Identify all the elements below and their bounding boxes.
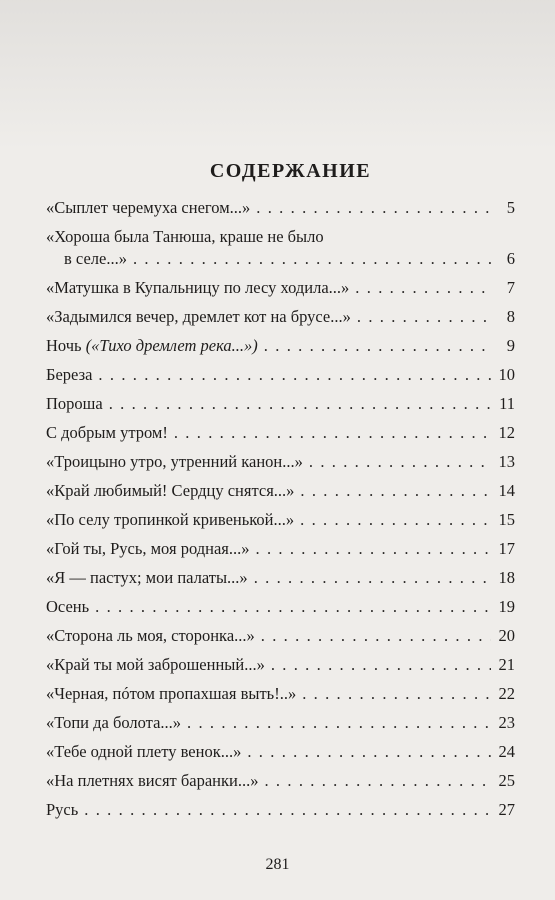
toc-entry[interactable] [46, 277, 515, 299]
toc-entry[interactable] [46, 741, 515, 763]
entry-title: Осень [46, 597, 90, 616]
contents-page [46, 160, 515, 828]
entry-title: «Задымился вечер, дремлет кот на брусе...» [46, 307, 351, 326]
toc-entry[interactable] [46, 451, 515, 473]
leader-dots [309, 451, 491, 473]
leader-dots [84, 799, 491, 821]
toc-entry[interactable] [46, 596, 515, 618]
entry-title: «Троицыно утро, утренний канон...» [46, 452, 303, 471]
entry-title: «Матушка в Купальницу по лесу ходила...» [46, 278, 350, 297]
entry-page-number: 6 [506, 249, 515, 268]
leader-dots [300, 480, 491, 502]
entry-page-number: 14 [498, 481, 515, 500]
table-of-contents [46, 197, 515, 821]
entry-title: «Сыплет черемуха снегом...» [46, 198, 251, 217]
entry-title: «Край ты мой заброшенный...» [46, 655, 265, 674]
entry-title-line-2: в селе...» [64, 249, 127, 268]
entry-page-number: 11 [499, 394, 515, 413]
entry-title: «Сторона ль моя, сторонка...» [46, 626, 255, 645]
leader-dots [261, 625, 491, 647]
entry-title: Ночь [46, 336, 82, 355]
leader-dots [174, 422, 491, 444]
leader-dots [264, 770, 491, 792]
entry-page-number: 20 [498, 626, 515, 645]
leader-dots [302, 683, 491, 705]
toc-entry[interactable] [46, 197, 515, 219]
toc-entry[interactable] [46, 538, 515, 560]
entry-title: «На плетнях висят баранки...» [46, 771, 259, 790]
toc-entry[interactable] [46, 422, 515, 444]
toc-entry[interactable] [46, 393, 515, 415]
entry-subtitle: («Тихо дремлет река...») [85, 336, 258, 355]
entry-title: «Гой ты, Русь, моя родная...» [46, 539, 250, 558]
leader-dots [357, 306, 491, 328]
leader-dots [133, 248, 491, 270]
entry-page-number: 24 [498, 742, 515, 761]
entry-page-number: 17 [498, 539, 515, 558]
entry-title: Русь [46, 800, 79, 819]
toc-entry[interactable] [46, 335, 515, 357]
leader-dots [256, 197, 491, 219]
leader-dots [271, 654, 491, 676]
entry-page-number: 18 [498, 568, 515, 587]
entry-page-number: 9 [506, 336, 515, 355]
entry-title: «Я — пастух; мои палаты...» [46, 568, 248, 587]
entry-page-number: 13 [498, 452, 515, 471]
entry-page-number: 7 [506, 278, 515, 297]
toc-entry[interactable] [46, 770, 515, 792]
entry-title: «Топи да болота...» [46, 713, 182, 732]
leader-dots [187, 712, 491, 734]
entry-title: Пороша [46, 394, 103, 413]
leader-dots [95, 596, 491, 618]
page-number: 281 [265, 856, 290, 873]
leader-dots [300, 509, 491, 531]
leader-dots [256, 538, 492, 560]
leader-dots [355, 277, 491, 299]
entry-page-number: 19 [498, 597, 515, 616]
toc-entry[interactable] [46, 480, 515, 502]
entry-page-number: 15 [498, 510, 515, 529]
entry-page-number: 22 [498, 684, 515, 703]
entry-page-number: 10 [498, 365, 515, 384]
toc-entry[interactable] [46, 625, 515, 647]
toc-entry[interactable] [46, 654, 515, 676]
toc-entry[interactable] [46, 306, 515, 328]
entry-title: Береза [46, 365, 93, 384]
toc-entry[interactable] [46, 567, 515, 589]
toc-entry[interactable] [46, 509, 515, 531]
toc-entry[interactable] [46, 712, 515, 734]
entry-title-line-1: «Хороша была Танюша, краше не было [46, 227, 324, 246]
entry-page-number: 21 [498, 655, 515, 674]
entry-page-number: 23 [498, 713, 515, 732]
leader-dots [254, 567, 491, 589]
entry-title: «По селу тропинкой кривенькой...» [46, 510, 295, 529]
entry-title: «Край любимый! Сердцу снятся...» [46, 481, 295, 500]
page-title: СОДЕРЖАНИЕ [209, 160, 372, 182]
toc-entry[interactable] [46, 799, 515, 821]
toc-entry[interactable] [46, 683, 515, 705]
entry-title: «Черная, пóтом пропахшая выть!..» [46, 684, 297, 703]
show-through-background [0, 0, 555, 150]
entry-page-number: 12 [498, 423, 515, 442]
entry-page-number: 25 [498, 771, 515, 790]
leader-dots [98, 364, 491, 386]
entry-page-number: 5 [506, 198, 515, 217]
leader-dots [264, 335, 491, 357]
entry-title: «Тебе одной плету венок...» [46, 742, 242, 761]
toc-entry[interactable] [46, 364, 515, 386]
leader-dots [247, 741, 491, 763]
entry-title: С добрым утром! [46, 423, 168, 442]
toc-entry[interactable] [46, 226, 515, 270]
entry-page-number: 27 [498, 800, 515, 819]
entry-page-number: 8 [506, 307, 515, 326]
leader-dots [109, 393, 491, 415]
